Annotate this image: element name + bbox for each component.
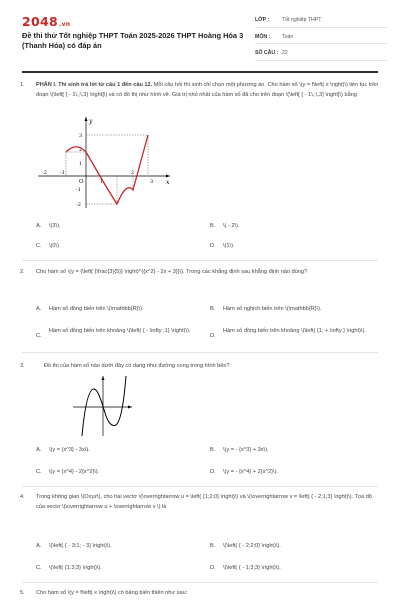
meta-key: MÔN : xyxy=(255,33,271,40)
question-3 xyxy=(20,362,384,374)
question-text: Cho hàm số \(y = {\left( {\frac{3}{5}} \right)^{{x^2} - 2x + 3}}\). Trong các khẳng định sau khẳng định nào đúng? xyxy=(36,269,308,275)
option-label: A. xyxy=(36,306,42,312)
cubic-graph xyxy=(72,375,134,437)
header-divider xyxy=(22,71,378,73)
y-tick-label: 3 xyxy=(79,133,83,139)
option-text: \( - 2\). xyxy=(223,223,240,229)
x-tick-label: 1 xyxy=(100,179,104,185)
exam-title: Đề thi thử Tốt nghiệp THPT Toán 2025-2026 THPT Hoàng Hóa 3 (Thanh Hóa) có đáp án xyxy=(22,31,244,50)
logo-suffix: .vn xyxy=(59,21,71,28)
question-2 xyxy=(20,268,384,292)
logo-text: 2048 xyxy=(22,14,58,29)
option-label: B. xyxy=(210,447,216,453)
question-number: 5. xyxy=(20,590,25,596)
section-heading: PHẦN I. Thí sinh trả lời từ câu 1 đến câu 12. xyxy=(36,82,153,88)
option-text: \(1\). xyxy=(223,243,235,249)
meta-count-row xyxy=(255,47,387,61)
option-text: \(\left( { - 3;1; - 3} \right)\). xyxy=(49,543,112,549)
option-text: \(3\). xyxy=(49,223,61,229)
option-text: Hàm số đồng biến trên khoảng \(\left( {1; + \infty } \right)\). xyxy=(223,328,366,334)
exam-meta xyxy=(255,14,387,64)
question-separator xyxy=(22,352,378,353)
question-number: 2. xyxy=(20,269,25,275)
option-label: D. xyxy=(210,469,216,475)
option-label: C. xyxy=(36,565,42,571)
option-text: Hàm số đồng biến trên khoảng \(\left( { - \infty ;1} \right)\). xyxy=(49,328,191,334)
y-tick-label: 2 xyxy=(79,147,83,153)
option-label: A. xyxy=(36,543,42,549)
option-label: B. xyxy=(210,223,216,229)
meta-class-row xyxy=(255,14,387,28)
function-graph xyxy=(34,114,174,210)
option-text: \(y = {x^4} - 2{x^2}\). xyxy=(49,469,100,475)
option-label: A. xyxy=(36,447,42,453)
y-tick-label: -1 xyxy=(76,187,81,193)
question-number: 4. xyxy=(20,494,25,500)
question-number: 1. xyxy=(20,82,25,88)
x-tick-label: 2 xyxy=(131,170,135,176)
option-label: B. xyxy=(210,543,216,549)
option-label: C. xyxy=(36,333,42,339)
option-label: A. xyxy=(36,223,42,229)
option-text: \(y = - {x^4} + 2{x^2}\). xyxy=(223,469,279,475)
option-text: Hàm số đồng biến trên \(\mathbb{R}\). xyxy=(49,306,144,312)
x-axis-label: x xyxy=(166,179,170,186)
question-separator xyxy=(22,260,378,261)
x-tick-label: -1 xyxy=(60,170,65,176)
meta-subject-row xyxy=(255,31,387,45)
x-tick-label: 3 xyxy=(150,179,154,185)
option-text: \(0\). xyxy=(49,243,61,249)
option-text: \(y = - {x^3} + 3x\). xyxy=(223,447,269,453)
meta-value: Tốt nghiệp THPT xyxy=(282,17,322,24)
option-label: B. xyxy=(210,306,216,312)
page-header xyxy=(0,0,400,68)
y-tick-label: 1 xyxy=(79,161,83,167)
y-axis-label: y xyxy=(89,118,93,125)
option-label: C. xyxy=(36,469,42,475)
option-label: D. xyxy=(210,565,216,571)
question-number: 3. xyxy=(20,363,25,369)
option-text: \(\left( { - 1;3;3} \right)\). xyxy=(223,565,281,571)
question-text: Đồ thị của hàm số nào dưới đây có dạng như đường cong trong hình bên? xyxy=(44,363,230,369)
question-text: Trong không gian \(Oxyz\), cho hai vectơ \(\overrightarrow u = \left( {1;2;0} \right)\) và \(\overrightarrow v = \left( { - 2;1;3} \right)\). Tọa độ của vectơ \(\overrightarrow u + \overrightarrow v \) là xyxy=(36,494,373,510)
x-tick-label: -2 xyxy=(42,170,47,176)
option-text: \(\left( { - 2;2;0} \right)\). xyxy=(223,543,281,549)
meta-value: Toán xyxy=(282,33,294,40)
option-label: D. xyxy=(210,333,216,339)
question-separator xyxy=(22,582,378,583)
option-label: D. xyxy=(210,243,216,249)
site-logo[interactable] xyxy=(22,14,70,29)
option-text: \(\left( {1;3;3} \right)\). xyxy=(49,565,102,571)
option-text: \(y = {x^3} - 3x\). xyxy=(49,447,90,453)
y-tick-label: -2 xyxy=(76,202,81,208)
question-text: Cho hàm số \(y = f\left( x \right)\) có bảng biến thiên như sau: xyxy=(36,590,188,596)
option-label: C. xyxy=(36,243,42,249)
question-text xyxy=(36,81,382,100)
question-5 xyxy=(20,589,384,599)
option-text: Hàm số nghịch biến trên \(\mathbb{R}\). xyxy=(223,306,322,312)
question-body: Mỗi câu hỏi thí sinh chỉ chọn một phương án. Cho hàm số \(y = f\left( x \right)\) liên tục trên đoạn \(\left[ { - 1\,;\,3} \right]\) và có đồ thị như hình vẽ. Giá trị nhỏ nhất của hàm số đã cho trên đoạn \(\left[ { - 1\,;\,3} \right]\) bằng xyxy=(36,82,379,98)
origin-label: O xyxy=(79,179,84,185)
question-separator xyxy=(22,486,378,487)
meta-key: LỚP : xyxy=(255,17,270,24)
meta-value: 22 xyxy=(282,50,288,57)
meta-key: SỐ CÂU : xyxy=(255,50,279,57)
question-4 xyxy=(20,493,384,525)
